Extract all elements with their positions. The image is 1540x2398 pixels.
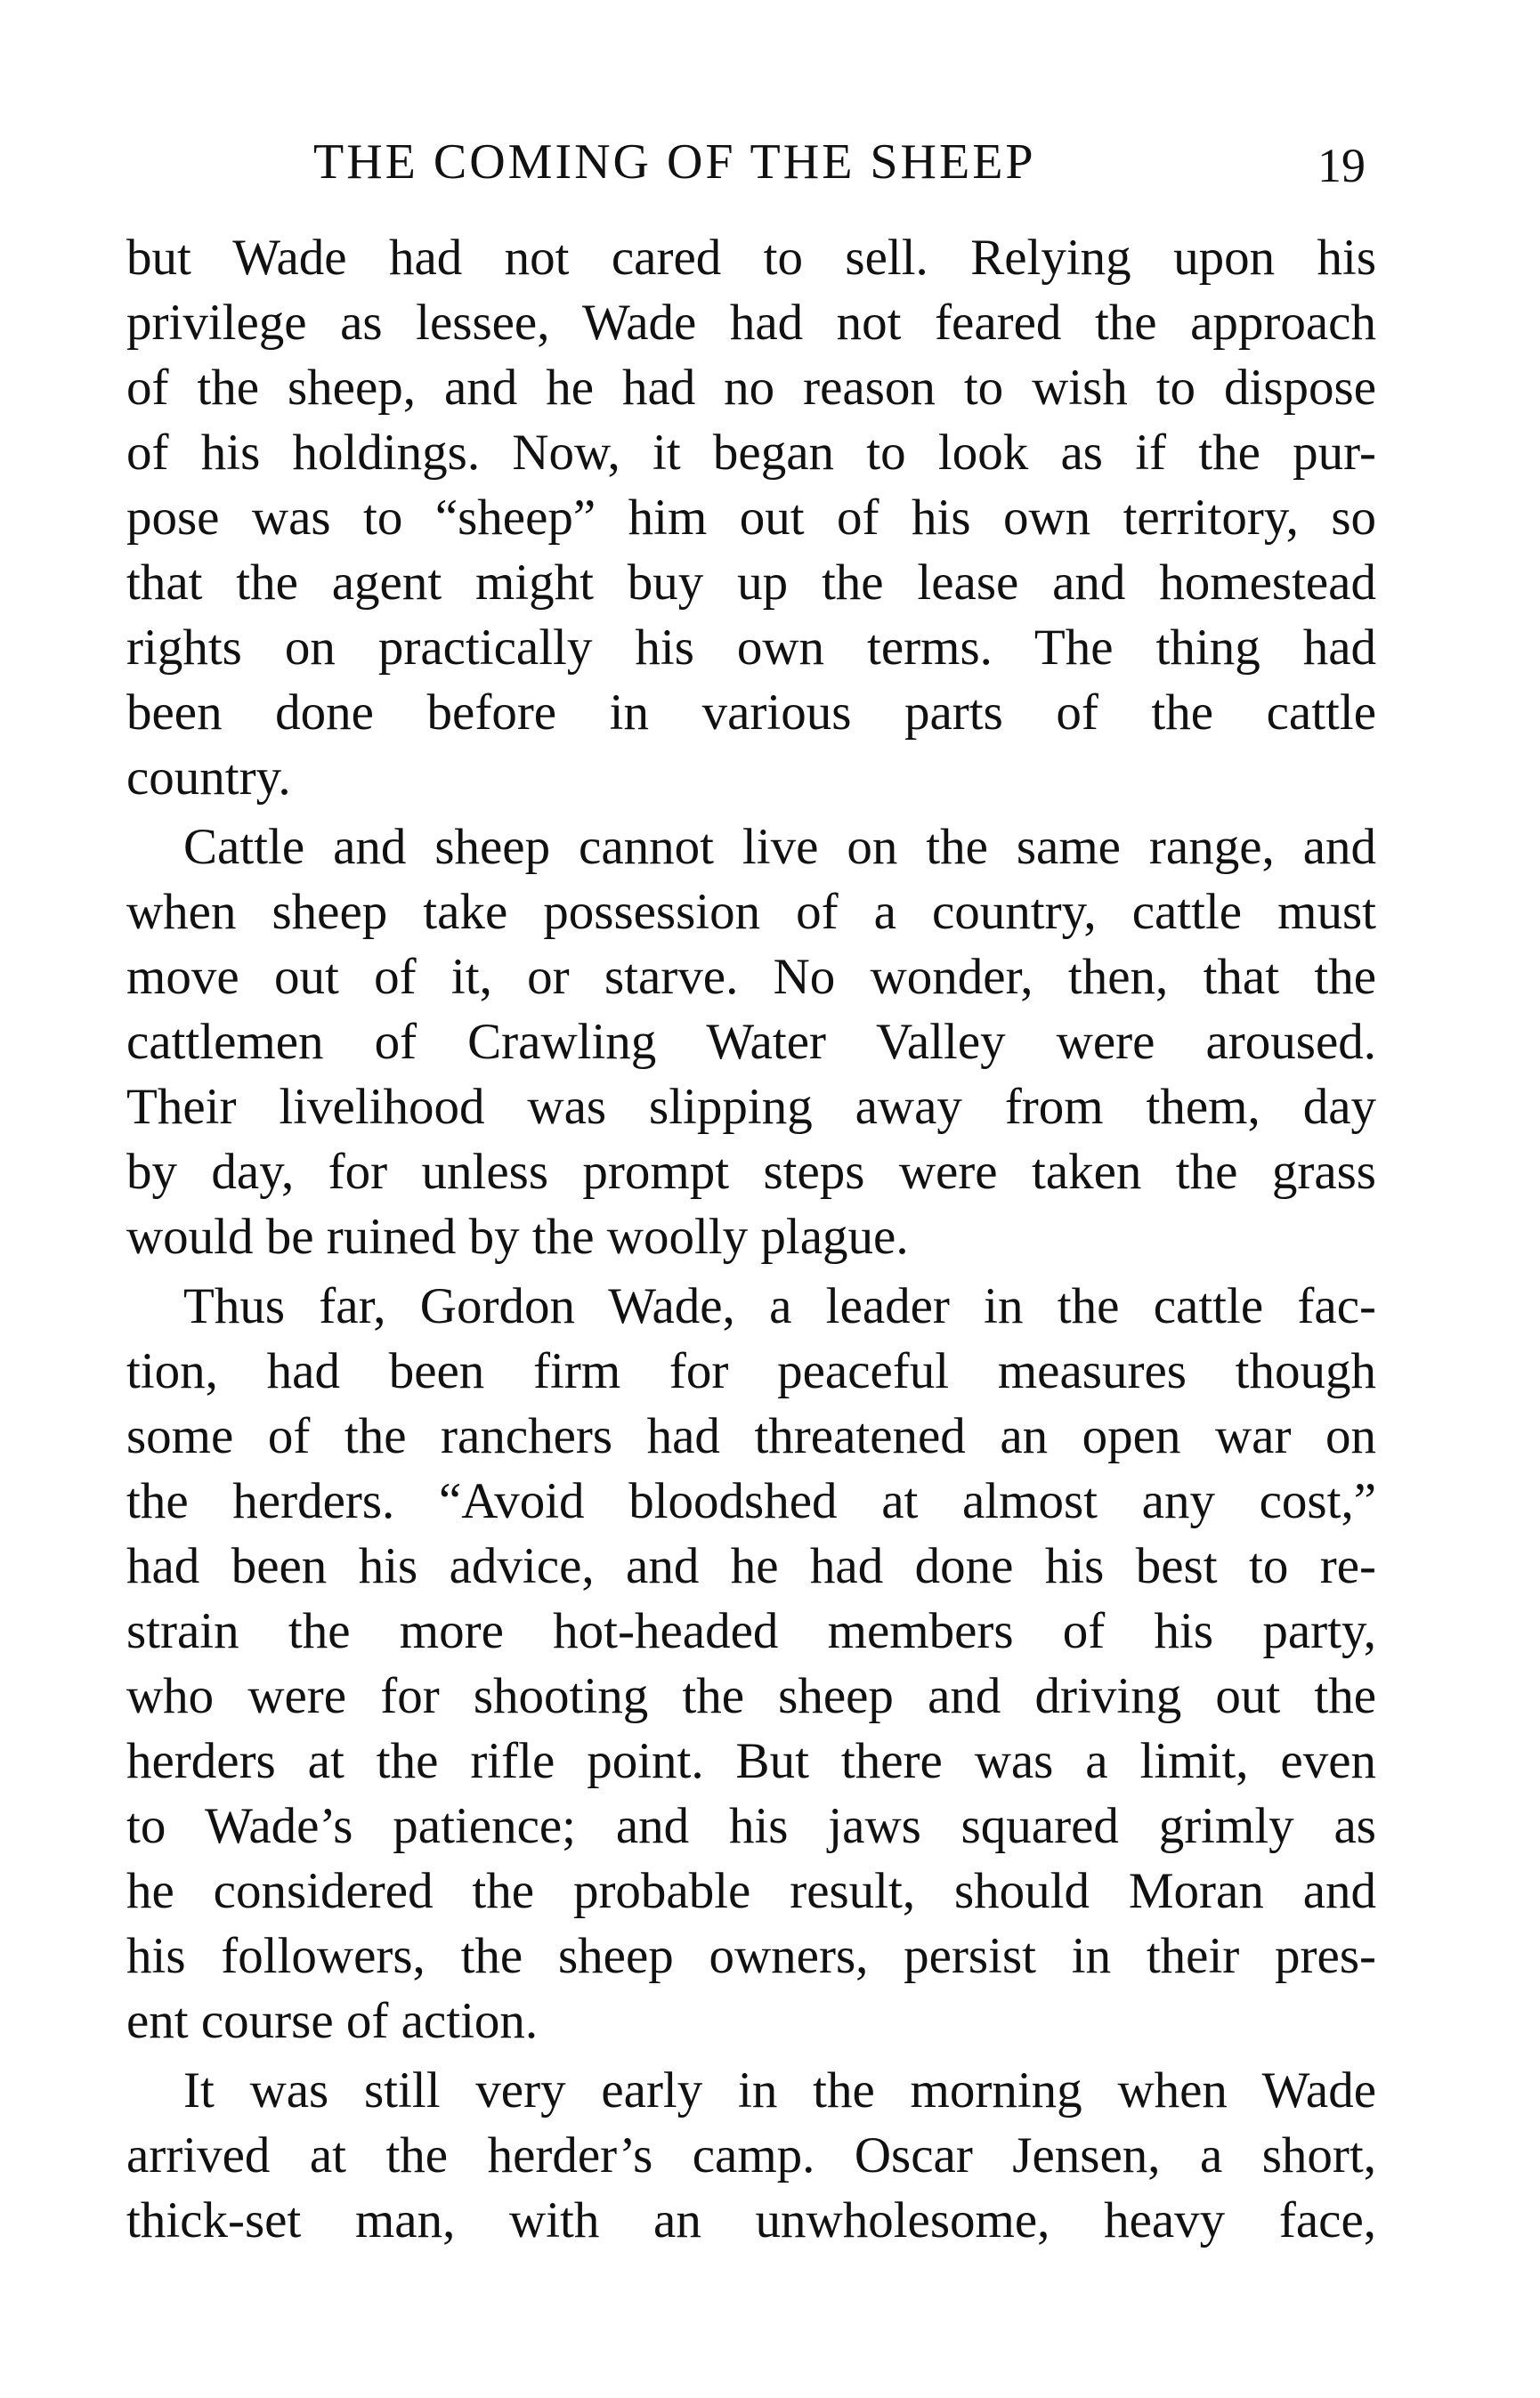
text-line: strain the more hot-headed members of his party, (126, 1603, 1376, 1659)
text-line: thick-set man, with an unwholesome, heavy face, (126, 2192, 1376, 2248)
page-number: 19 (1317, 139, 1366, 192)
paragraph (126, 1274, 1376, 2054)
text-line: the herders. “Avoid bloodshed at almost any cost,” (126, 1473, 1376, 1529)
text-line: when sheep take possession of a country, cattle must (126, 884, 1376, 940)
running-head-title: THE COMING OF THE SHEEP (313, 134, 1036, 190)
text-line: Thus far, Gordon Wade, a leader in the cattle fac- (183, 1278, 1376, 1334)
text-line: Their livelihood was slipping away from them, day (126, 1079, 1376, 1135)
text-line: of the sheep, and he had no reason to wish to dispose (126, 360, 1376, 416)
text-line: Cattle and sheep cannot live on the same range, and (183, 819, 1376, 875)
paragraph (126, 814, 1376, 1269)
text-line: ent course of action. (126, 1993, 539, 2049)
text-line: would be ruined by the woolly plague. (126, 1209, 909, 1265)
paragraph (126, 225, 1376, 810)
text-line: rights on practically his own terms. The thing had (126, 620, 1376, 676)
text-line: herders at the rifle point. But there was a limit, even (126, 1733, 1376, 1789)
text-line: been done before in various parts of the cattle (126, 685, 1376, 741)
text-line: It was still very early in the morning when Wade (183, 2062, 1376, 2119)
text-line: by day, for unless prompt steps were taken the grass (126, 1144, 1376, 1200)
text-line: had been his advice, and he had done his best to re- (126, 1538, 1376, 1594)
text-line: country. (126, 749, 291, 806)
paragraph (126, 2058, 1376, 2253)
text-line: who were for shooting the sheep and driving out the (126, 1668, 1376, 1724)
text-line: privilege as lessee, Wade had not feared the approach (126, 295, 1376, 351)
text-line: that the agent might buy up the lease and homestead (126, 555, 1376, 611)
text-line: his followers, the sheep owners, persist in their pres- (126, 1928, 1376, 1984)
text-line: of his holdings. Now, it began to look as if the pur- (126, 425, 1376, 481)
text-line: some of the ranchers had threatened an open war on (126, 1408, 1376, 1464)
text-line: cattlemen of Crawling Water Valley were aroused. (126, 1014, 1376, 1070)
text-line: to Wade’s patience; and his jaws squared grimly as (126, 1798, 1376, 1854)
text-line: he considered the probable result, should Moran and (126, 1863, 1376, 1919)
text-line: but Wade had not cared to sell. Relying upon his (126, 230, 1376, 286)
text-line: arrived at the herder’s camp. Oscar Jensen, a short, (126, 2127, 1376, 2183)
body-text (126, 225, 1376, 2257)
text-line: tion, had been firm for peaceful measures though (126, 1343, 1376, 1399)
text-line: move out of it, or starve. No wonder, then, that the (126, 949, 1376, 1005)
text-line: pose was to “sheep” him out of his own territory, so (126, 490, 1376, 546)
